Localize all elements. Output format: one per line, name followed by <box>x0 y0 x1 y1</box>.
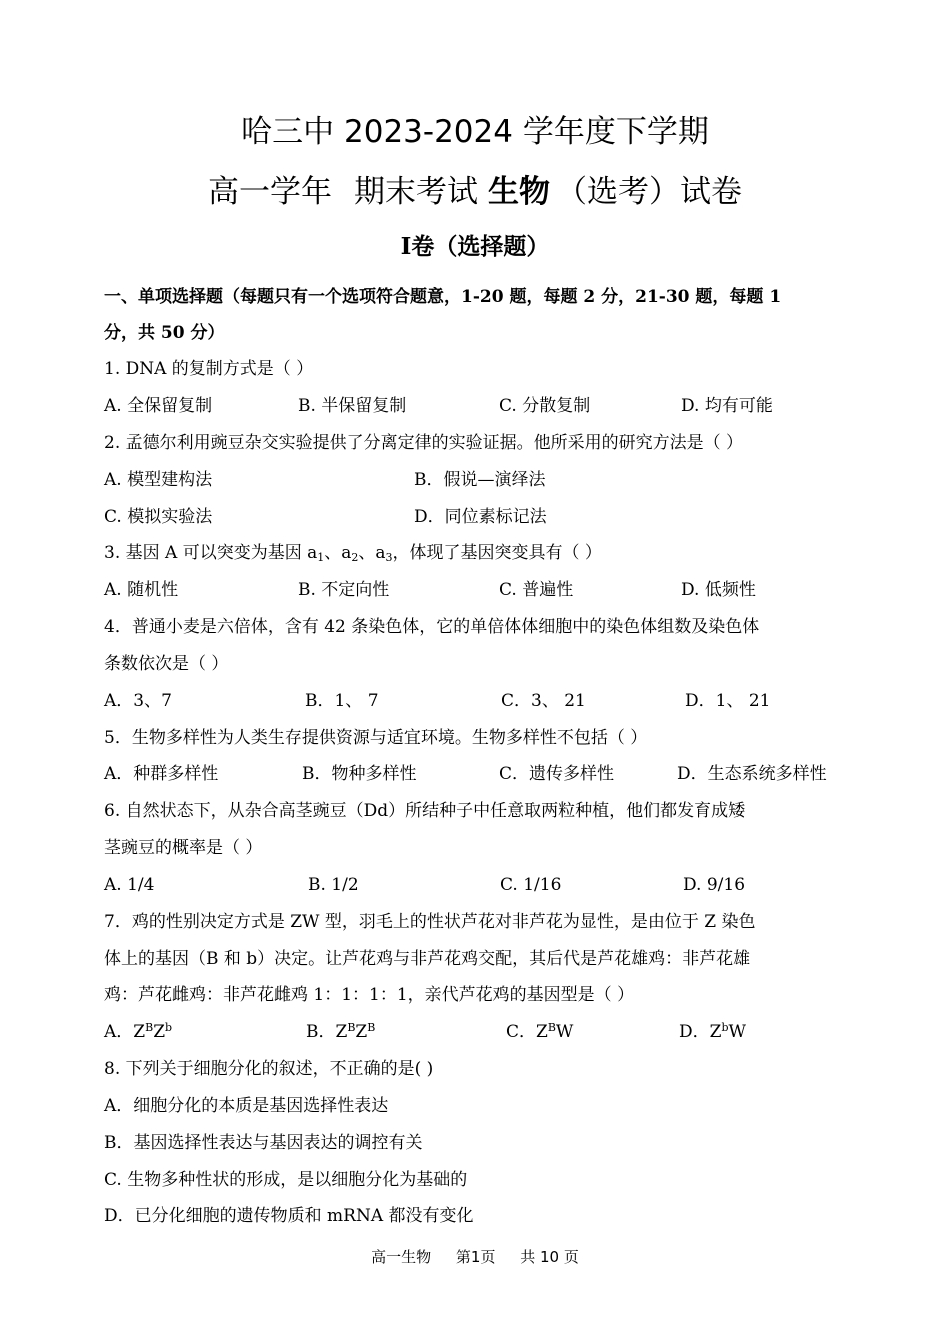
question-7-stem-line3: 鸡：芦花雌鸡：非芦花雌鸡 1：1：1：1，亲代芦花鸡的基因型是（ ） <box>104 985 635 1005</box>
question-8-stem: 8. 下列关于细胞分化的叙述，不正确的是( ) <box>104 1059 434 1079</box>
question-8-option-b: B．基因选择性表达与基因表达的调控有关 <box>104 1133 423 1153</box>
question-6-option-b: B. 1/2 <box>308 875 359 895</box>
exam-title-line2 <box>0 170 950 214</box>
question-4-stem-line1: 4．普通小麦是六倍体，含有 42 条染色体，它的单倍体体细胞中的染色体组数及染色体 <box>104 617 760 637</box>
question-6-option-c: C. 1/16 <box>500 875 562 895</box>
instructions-line1: 一、单项选择题（每题只有一个选项符合题意，1-20 题，每题 2 分，21-30 题，每题 1 <box>104 287 782 307</box>
question-2-option-c: C. 模拟实验法 <box>104 507 213 527</box>
question-3-option-d: D. 低频性 <box>681 580 756 600</box>
question-2-option-b: B．假说—演绎法 <box>414 470 546 490</box>
question-8-option-c: C. 生物多种性状的形成，是以细胞分化为基础的 <box>104 1170 468 1190</box>
question-8-option-d: D．已分化细胞的遗传物质和 mRNA 都没有变化 <box>104 1206 474 1226</box>
question-3-option-c: C. 普遍性 <box>499 580 574 600</box>
question-5-option-b: B．物种多样性 <box>302 764 417 784</box>
question-7-stem-line2: 体上的基因（B 和 b）决定。让芦花鸡与非芦花鸡交配，其后代是芦花雄鸡：非芦花雄 <box>104 949 751 969</box>
question-4-option-a: A．3、7 <box>104 691 172 711</box>
question-2-option-d: D．同位素标记法 <box>414 507 547 527</box>
question-5-option-a: A．种群多样性 <box>104 764 219 784</box>
question-6-stem-line1: 6. 自然状态下，从杂合高茎豌豆（Dd）所结种子中任意取两粒种植，他们都发育成矮 <box>104 801 746 821</box>
question-4-option-d: D．1、 21 <box>685 691 771 711</box>
title-exam-type: 期末考试 <box>354 174 478 210</box>
question-7-option-b: B．$Z^BZ^B$ <box>306 1021 376 1042</box>
question-4-option-c: C．3、 21 <box>501 691 586 711</box>
question-3-option-a: A. 随机性 <box>104 580 179 600</box>
question-1-option-c: C. 分散复制 <box>499 396 591 416</box>
question-1-stem: 1. DNA 的复制方式是（ ） <box>104 359 314 379</box>
question-1-option-b: B. 半保留复制 <box>298 396 407 416</box>
question-8-option-a: A．细胞分化的本质是基因选择性表达 <box>104 1096 389 1116</box>
question-3-option-b: B. 不定向性 <box>298 580 390 600</box>
question-7-option-a: A．$Z^BZ^b$ <box>104 1021 173 1042</box>
question-1-option-a: A. 全保留复制 <box>104 396 213 416</box>
title-grade: 高一学年 <box>208 174 332 210</box>
footer-page-number: 第1页 <box>455 1248 496 1266</box>
question-5-option-d: D．生态系统多样性 <box>677 764 827 784</box>
question-5-option-c: C．遗传多样性 <box>499 764 615 784</box>
section-title: Ⅰ卷（选择题） <box>400 233 550 260</box>
question-4-stem-line2: 条数依次是（ ） <box>104 654 229 674</box>
question-6-option-d: D. 9/16 <box>683 875 746 895</box>
instructions-line2: 分，共 50 分） <box>104 323 225 343</box>
title-elective: （选考）试卷 <box>556 174 742 210</box>
question-7-option-d: D．$Z^bW$ <box>679 1021 746 1042</box>
question-5-stem: 5．生物多样性为人类生存提供资源与适宜环境。生物多样性不包括（ ） <box>104 728 648 748</box>
question-2-option-a: A. 模型建构法 <box>104 470 213 490</box>
question-1-option-d: D. 均有可能 <box>681 396 773 416</box>
title-subject: 生物 <box>488 174 550 210</box>
question-6-option-a: A. 1/4 <box>104 875 155 895</box>
question-7-stem-line1: 7．鸡的性别决定方式是 ZW 型，羽毛上的性状芦花对非芦花为显性，是由位于 Z 染色 <box>104 912 756 932</box>
question-4-option-b: B．1、 7 <box>305 691 379 711</box>
question-6-stem-line2: 茎豌豆的概率是（ ） <box>104 838 263 858</box>
page-footer <box>0 1246 950 1268</box>
question-7-option-c: C．$Z^BW$ <box>506 1021 574 1042</box>
question-2-stem: 2. 孟德尔利用豌豆杂交实验提供了分离定律的实验证据。他所采用的研究方法是（ ） <box>104 433 744 453</box>
footer-subject: 高一生物 <box>371 1248 432 1266</box>
question-3-stem: 3. 基因 A 可以突变为基因 $a_1$、$a_2$、$a_3$，体现了基因突变具有（ ） <box>104 543 602 564</box>
exam-title-line1: 哈三中 2023-2024 学年度下学期 <box>241 114 709 150</box>
footer-total-pages: 共 10 页 <box>520 1248 579 1266</box>
